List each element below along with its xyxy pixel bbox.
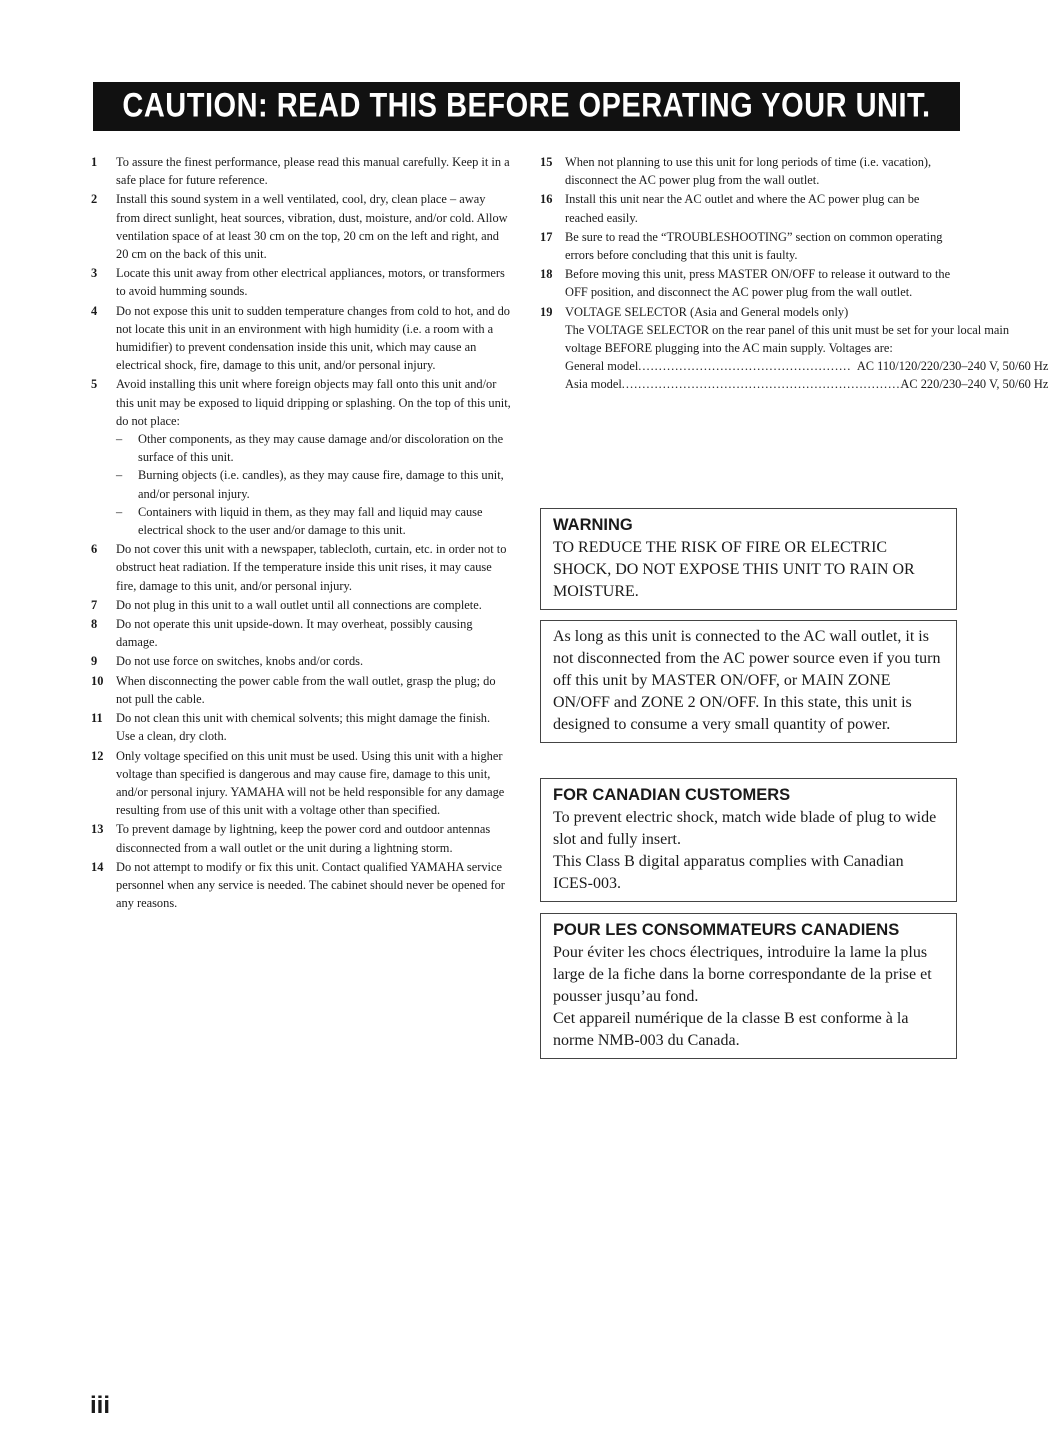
dash-text: Containers with liquid in them, as they may fall and liquid may cause electrical shock to the user and/or damage to this unit. [138, 504, 483, 538]
item-text: Avoid installing this unit where foreign objects may fall onto this unit and/or this unit may be exposed to liquid dripping or splashing. On the top of this unit, do not place: [116, 377, 511, 428]
item-text: Do not clean this unit with chemical solvents; this might damage the finish. Use a clean, dry cloth. [116, 711, 491, 744]
list-item [540, 190, 961, 226]
voltage-asia-row [565, 375, 1048, 393]
power-notice-box [540, 620, 957, 743]
item-number: 19 [540, 304, 553, 319]
canadian-body [553, 807, 946, 895]
list-item [91, 153, 512, 189]
voltage-heading: VOLTAGE SELECTOR (Asia and General models only) [565, 304, 849, 319]
canadiens-body [553, 942, 946, 1052]
item-text: When not planning to use this unit for long periods of time (i.e. vacation), disconnect the AC power plug from the wall outlet. [565, 155, 932, 188]
item-text: Before moving this unit, press MASTER ON/OFF to release it outward to the OFF position, and disconnect the AC power plug from the wall outlet. [565, 267, 951, 300]
page-title: CAUTION: READ THIS BEFORE OPERATING YOUR UNIT. [122, 87, 931, 125]
item-number: 13 [91, 822, 104, 837]
dash-marker: – [116, 504, 123, 519]
item-text: Do not plug in this unit to a wall outlet until all connections are complete. [116, 597, 482, 612]
asia-model-label: Asia model [565, 377, 622, 392]
item-number: 17 [540, 229, 553, 244]
dash-item [116, 430, 512, 466]
item-number: 12 [91, 748, 104, 763]
item-text: Locate this unit away from other electrical appliances, motors, or transformers to avoid humming sounds. [116, 266, 505, 299]
list-item [91, 858, 512, 913]
item-number: 6 [91, 542, 98, 557]
item-number: 14 [91, 859, 104, 874]
item-number: 18 [540, 267, 553, 282]
item-number: 3 [91, 266, 98, 281]
list-item-voltage [540, 303, 1048, 394]
list-item [540, 228, 961, 264]
list-item [91, 302, 512, 375]
page-number: iii [90, 1392, 111, 1419]
list-item [91, 672, 512, 708]
list-item [91, 615, 512, 651]
dash-marker: – [116, 468, 123, 483]
list-item [540, 153, 961, 189]
warning-text: TO REDUCE THE RISK OF FIRE OR ELECTRIC SHOCK, DO NOT EXPOSE THIS UNIT TO RAIN OR MOISTURE. [553, 539, 915, 600]
list-item [91, 709, 512, 745]
item-text: When disconnecting the power cable from the wall outlet, grasp the plug; do not pull the cable. [116, 673, 496, 706]
voltage-general-row [565, 357, 1048, 375]
consommateurs-canadiens-box [540, 913, 957, 1059]
canadian-plug-text: To prevent electric shock, match wide blade of plug to wide slot and fully insert. [553, 809, 937, 848]
canadian-ices-text: This Class B digital apparatus complies with Canadian ICES-003. [553, 853, 904, 892]
item-number: 4 [91, 303, 98, 318]
item-text: To prevent damage by lightning, keep the power cord and outdoor antennas disconnected from a wall outlet or the unit during a lightning storm. [116, 822, 491, 855]
dot-leader: .................................................................... [621, 377, 901, 392]
item-text: Do not operate this unit upside-down. It may overheat, possibly causing damage. [116, 617, 473, 650]
dot-leader: .................................................... [638, 359, 852, 374]
item-body [565, 303, 1048, 394]
item-number: 8 [91, 617, 98, 632]
canadian-customers-box [540, 778, 957, 902]
warning-heading: WARNING [553, 516, 633, 534]
general-model-value: AC 110/120/220/230–240 V, 50/60 Hz [856, 359, 1048, 374]
list-item [91, 747, 512, 820]
dash-text: Burning objects (i.e. candles), as they may cause fire, damage to this unit, and/or personal injury. [138, 468, 504, 501]
list-item [91, 652, 512, 670]
list-item [540, 265, 961, 301]
item-text: Do not cover this unit with a newspaper, tablecloth, curtain, etc. in order not to obstruct heat radiation. If the temperature inside this unit rises, it may cause fire, damage to this unit, and/or personal injury. [116, 542, 507, 593]
dash-marker: – [116, 432, 123, 447]
canadiens-nmb-text: Cet appareil numérique de la classe B est conforme à la norme NMB-003 du Canada. [553, 1010, 909, 1049]
dash-item [116, 503, 512, 539]
asia-model-value: AC 220/230–240 V, 50/60 Hz [900, 377, 1048, 392]
power-notice-text: As long as this unit is connected to the AC wall outlet, it is not disconnected from the AC power source even if you turn off this unit by MASTER ON/OFF, or MAIN ZONE ON/OFF and ZONE 2 ON/OFF. In this state, this unit is designed to consume a very small quantity of power. [553, 628, 941, 733]
item-number: 16 [540, 192, 553, 207]
item-text: To assure the finest performance, please read this manual carefully. Keep it in a safe place for future reference. [116, 155, 510, 188]
item-number: 5 [91, 377, 98, 392]
list-item [91, 375, 512, 539]
left-column [91, 153, 512, 913]
item-text: Only voltage specified on this unit must be used. Using this unit with a higher voltage than specified is dangerous and may cause fire, damage to this unit, and/or personal injury. YAMAHA will not be held responsible for any damage resulting from use of this unit with a voltage other than specified. [116, 748, 505, 818]
item-text: Do not use force on switches, knobs and/or cords. [116, 654, 364, 669]
list-item [91, 540, 512, 595]
canadian-heading: FOR CANADIAN CUSTOMERS [553, 786, 791, 804]
item-number: 1 [91, 155, 98, 169]
canadiens-plug-text: Pour éviter les chocs électriques, introduire la lame la plus large de la fiche dans la borne correspondante de la prise et pousser jusqu’au fond. [553, 944, 932, 1005]
caution-banner [93, 82, 960, 131]
item-text: Do not attempt to modify or fix this unit. Contact qualified YAMAHA service personnel when any service is needed. The cabinet should never be opened for any reasons. [116, 859, 505, 911]
warning-box [540, 508, 957, 610]
canadiens-heading: POUR LES CONSOMMATEURS CANADIENS [553, 921, 900, 939]
item-text: Install this unit near the AC outlet and where the AC power plug can be reached easily. [565, 192, 920, 225]
right-column [540, 153, 1048, 395]
item-text: Install this sound system in a well ventilated, cool, dry, clean place – away from direct sunlight, heat sources, vibration, dust, moisture, and/or cold. Allow ventilation space of at least 30 cm on the top, 20 cm on the left and right, and 20 cm on the back of this unit. [116, 192, 508, 262]
item-number: 10 [91, 673, 104, 688]
item-number: 7 [91, 597, 98, 612]
dash-item [116, 466, 512, 502]
item-number: 9 [91, 654, 98, 669]
list-item [91, 596, 512, 614]
list-item [91, 264, 512, 300]
item-number: 15 [540, 155, 553, 169]
item-text: Do not expose this unit to sudden temperature changes from cold to hot, and do not locate this unit in an environment with high humidity (i.e. a room with a humidifier) to prevent condensation inside this unit, which may cause an electrical shock, fire, damage to this unit, and/or personal injury. [116, 303, 511, 373]
voltage-text: The VOLTAGE SELECTOR on the rear panel of this unit must be set for your local main voltage BEFORE plugging into the AC main supply. Voltages are: [565, 322, 1010, 356]
list-item [91, 190, 512, 263]
item-number: 11 [91, 711, 103, 726]
item-number: 2 [91, 192, 98, 207]
list-item [91, 820, 512, 856]
general-model-label: General model [565, 359, 639, 374]
item-body [116, 375, 512, 539]
item-text: Be sure to read the “TROUBLESHOOTING” section on common operating errors before concluding that this unit is faulty. [565, 229, 943, 263]
dash-text: Other components, as they may cause damage and/or discoloration on the surface of this unit. [138, 432, 504, 465]
